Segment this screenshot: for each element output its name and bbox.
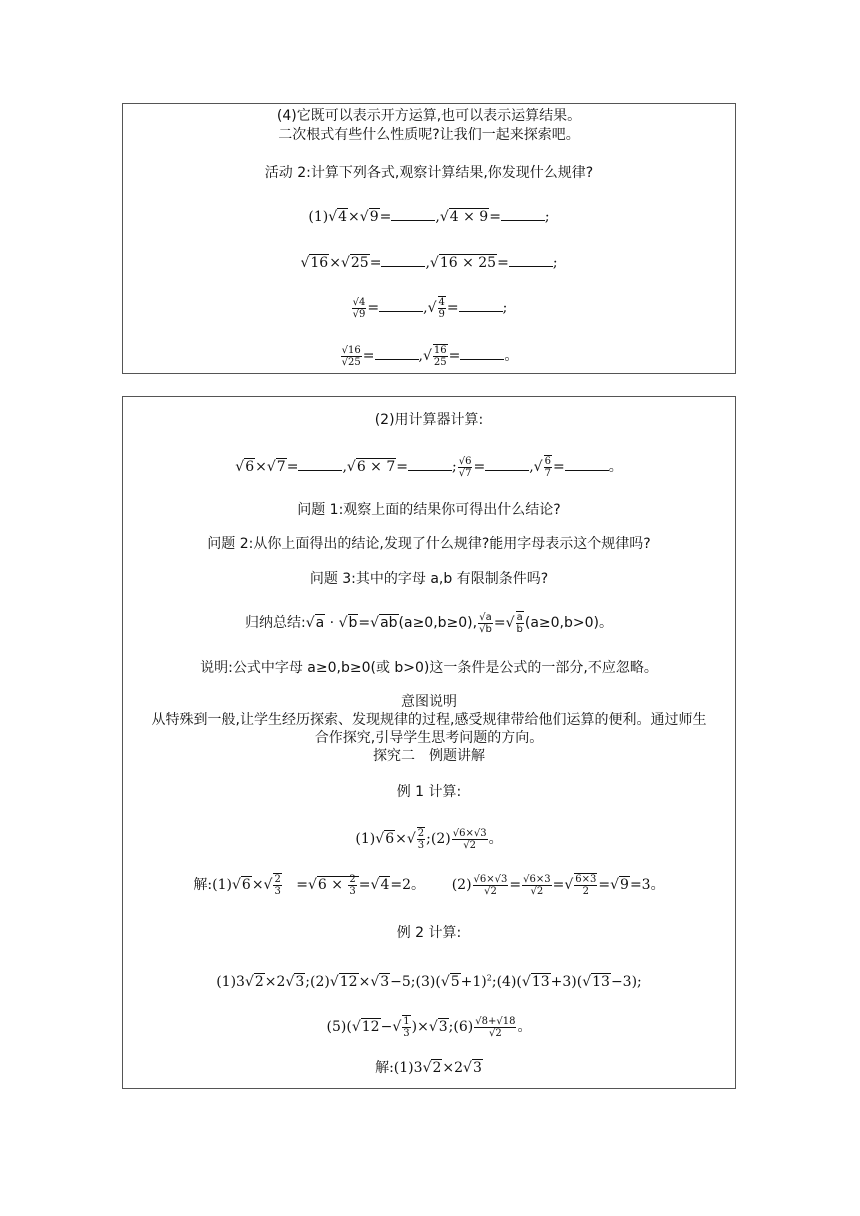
math-text: (1)√4×√9= ,√4 × 9= ; <box>308 209 550 225</box>
activity-box <box>122 103 736 374</box>
example-2-question-1 <box>123 969 735 991</box>
math-text: 解:(1)√6×√ $\frac{2}{3}$ =√6 × $\frac{2}{3}$ =√4=2。 (2) $\frac{√6\times√3}{√2}$ = $\frac{√6\times 3}{√2}$ =√ $\frac{6\times 3}{2}$ =√9=3。 <box>193 873 665 897</box>
example-2-heading: 例 2 计算: <box>396 925 462 941</box>
explore-box <box>122 396 736 1089</box>
question-1: 问题 1:观察上面的结果你可得出什么结论? <box>297 502 561 518</box>
example-1-question <box>123 827 735 851</box>
math-text: $(1)3√2\times 2√3;(2)√12\times√3-5;(3)(√5+1)^2;(4)(√13+3)(√13-3)$; <box>216 973 642 990</box>
example-1-solution <box>123 873 735 897</box>
question-2: 问题 2:从你上面得出的结论,发现了什么规律?能用字母表示这个规律吗? <box>207 536 651 552</box>
intent-title: 意图说明 <box>401 694 457 710</box>
text-line-intro: 二次根式有些什么性质呢?让我们一起来探索吧。 <box>278 127 580 143</box>
summary-line <box>123 611 735 635</box>
example-2-solution <box>123 1059 735 1077</box>
example-1-heading: 例 1 计算: <box>396 784 462 800</box>
calculator-heading: (2)用计算器计算: <box>374 412 484 428</box>
explore-2-heading: 探究二 例题讲解 <box>373 748 485 764</box>
math-text: (5)(√12−√ $\frac{1}{3}$ )×√3;(6) $\frac{√8+√18}{√2}$ 。 <box>326 1015 532 1039</box>
math-text: 解:(1)3√2×2√3 <box>375 1060 482 1076</box>
math-text: √16×√25= ,√16 × 25= ; <box>300 255 558 271</box>
math-line-4 <box>123 344 735 368</box>
math-text: 归纳总结:√a · √b=√ab(a≥0,b≥0), $\frac{√a}{√b}$ =√ $\frac{a}{b}$ (a≥0,b>0)。 <box>245 611 613 635</box>
math-line-2 <box>123 254 735 272</box>
math-text: $\frac{√16}{√25}$ = ,√ $\frac{16}{25}$ = 。 <box>341 344 519 368</box>
math-text: (1)√6×√ $\frac{2}{3}$ ;(2) $\frac{√6\times√3}{√2}$ 。 <box>355 827 503 851</box>
note-line: 说明:公式中字母 a≥0,b≥0(或 b>0)这一条件是公式的一部分,不应忽略。 <box>200 660 658 676</box>
math-text: √6×√7= ,√6 × 7= ; $\frac{√6}{√7}$ = ,√ $\frac{6}{7}$ = 。 <box>235 455 623 479</box>
math-text: $\frac{√4}{√9}$ = ,√ $\frac{4}{9}$ = ; <box>352 296 508 320</box>
math-line-3 <box>123 296 735 320</box>
question-3: 问题 3:其中的字母 a,b 有限制条件吗? <box>309 571 549 587</box>
text-line-property4: (4)它既可以表示开方运算,也可以表示运算结果。 <box>276 108 582 124</box>
example-2-question-2 <box>123 1015 735 1039</box>
math-line-1 <box>123 208 735 226</box>
activity-2-heading: 活动 2:计算下列各式,观察计算结果,你发现什么规律? <box>264 165 594 181</box>
intent-line-1: 从特殊到一般,让学生经历探索、发现规律的过程,感受规律带给他们运算的便利。通过师生 <box>151 712 707 728</box>
intent-line-2: 合作探究,引导学生思考问题的方向。 <box>314 730 544 746</box>
math-line-5 <box>123 455 735 479</box>
